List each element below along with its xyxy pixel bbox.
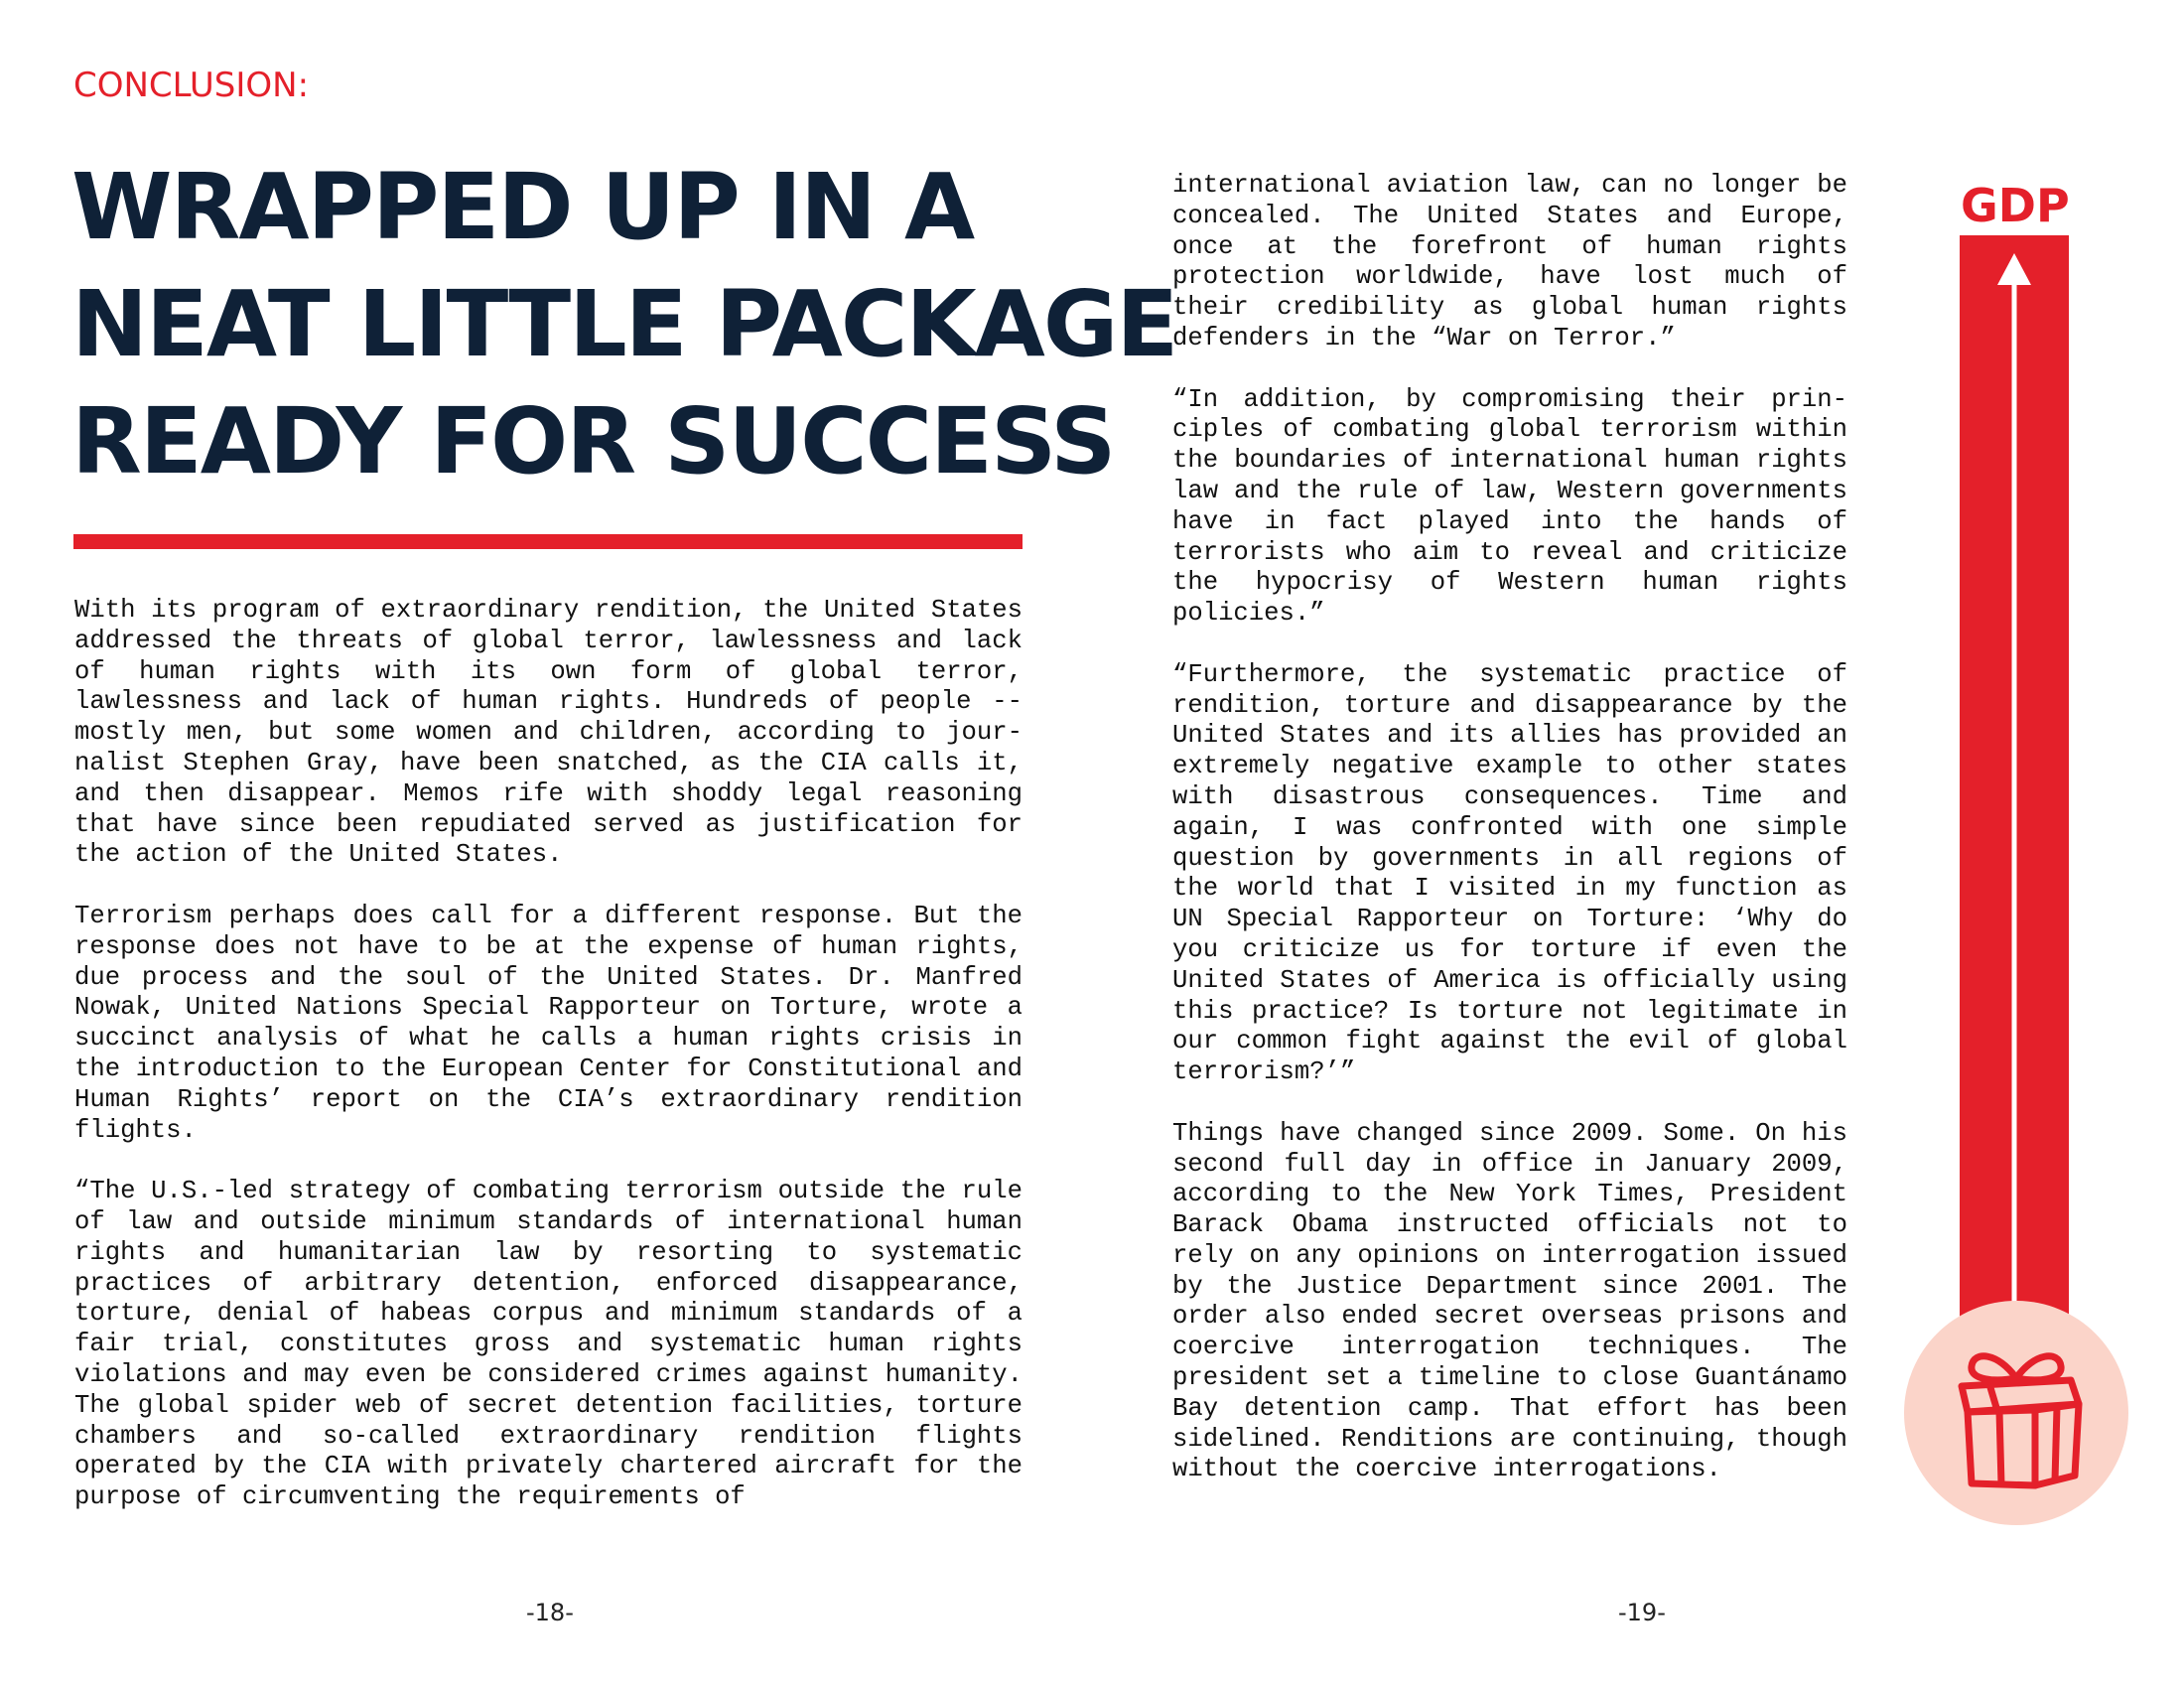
section-label: CONCLUSION: <box>73 66 310 105</box>
paragraph: Things have changed since 2009. Some. On his second full day in office in January 2009, according to the New York Times, President Barack Obama instructed officials not to rely on any opinions on interrogation issued by the Justice Department since 2001. The order also ended secret overseas prisons and coercive interrogation techniques. The president set a timeline to close Guantánamo Bay detention camp. That effort has been sidelined. Renditions are continuing, though without the coercive interrogations. <box>1172 1118 1847 1484</box>
paragraph: “The U.S.-led strategy of combating terrorism outside the rule of law and outside minimum standards of international human rights and humanitarian law by resorting to systematic practices of arbitrary detention, enforced disappearance, torture, denial of habeas corpus and minimum standards of a fair trial, constitutes gross and systematic human rights violations and may even be considered crimes against humanity. The global spider web of secret detention facilities, torture chambers and so-called extraordinary rendition flights operated by the CIA with privately chartered aircraft for the purpose of circumventing the requirements of <box>74 1177 1023 1512</box>
headline-line-3: READY FOR SUCCESS <box>71 388 1115 494</box>
gdp-label: GDP <box>1961 179 2070 232</box>
page-headline <box>71 149 1177 500</box>
left-text-column <box>74 596 1023 1544</box>
paragraph: international aviation law, can no longer be concealed. The United States and Europe, once at the forefront of human rights protection worldwide, have lost much of their credibility as global human rights defenders in the “War on Terror.” <box>1172 171 1847 352</box>
paragraph: Terrorism perhaps does call for a different response. But the response does not have to be at the expense of human rights, due process and the soul of the United States. Dr. Manfred Nowak, United Nations Special Rapporteur on Torture, wrote a succinct analysis of what he calls a human rights crisis in the introduction to the European Center for Constitutional and Human Rights’ report on the CIA’s extraordinary rendition flights. <box>74 901 1023 1145</box>
paragraph: With its program of extraordinary rendition, the United States addressed the threats of global terror, lawlessness and lack of human rights with its own form of global terror, lawlessness and lack of human rights. Hundreds of people -- mostly men, but some women and children, according to journalist Stephen Gray, have been snatched, as the CIA calls it, and then disappear. Memos rife with shoddy legal reasoning that have since been repudiated served as justification for the action of the United States. <box>74 596 1023 870</box>
paragraph: “Furthermore, the systematic practice of rendition, torture and disappearance by the United States and its allies has provided an extremely negative example to other states with disastrous consequences. Time and again, I was confronted with one simple question by governments in all regions of the world that I visited in my function as UN Special Rapporteur on Torture: ‘Why do you criticize us for torture if even the United States of America is officially using this practice? Is torture not legitimate in our common fight against the evil of global terrorism?’” <box>1172 659 1847 1087</box>
page-number-right: -19- <box>1618 1599 1666 1626</box>
paragraph: “In addition, by compromising their principles of combating global terrorism within the boundaries of international human rights law and the rule of law, Western governments have in fact played into the hands of terrorists who aim to reveal and criticize the hypocrisy of Western human rights policies.” <box>1172 384 1847 629</box>
right-text-column <box>1172 171 1847 1516</box>
gift-badge <box>1904 1301 2128 1525</box>
page-number-left: -18- <box>526 1599 574 1626</box>
headline-line-2: NEAT LITTLE PACKAGE <box>71 271 1177 377</box>
headline-divider <box>73 534 1023 549</box>
gift-icon <box>1904 1301 2128 1525</box>
gdp-bar <box>1960 235 2069 1336</box>
arrow-up-icon <box>1960 235 2069 1336</box>
headline-line-1: WRAPPED UP IN A <box>71 154 974 260</box>
